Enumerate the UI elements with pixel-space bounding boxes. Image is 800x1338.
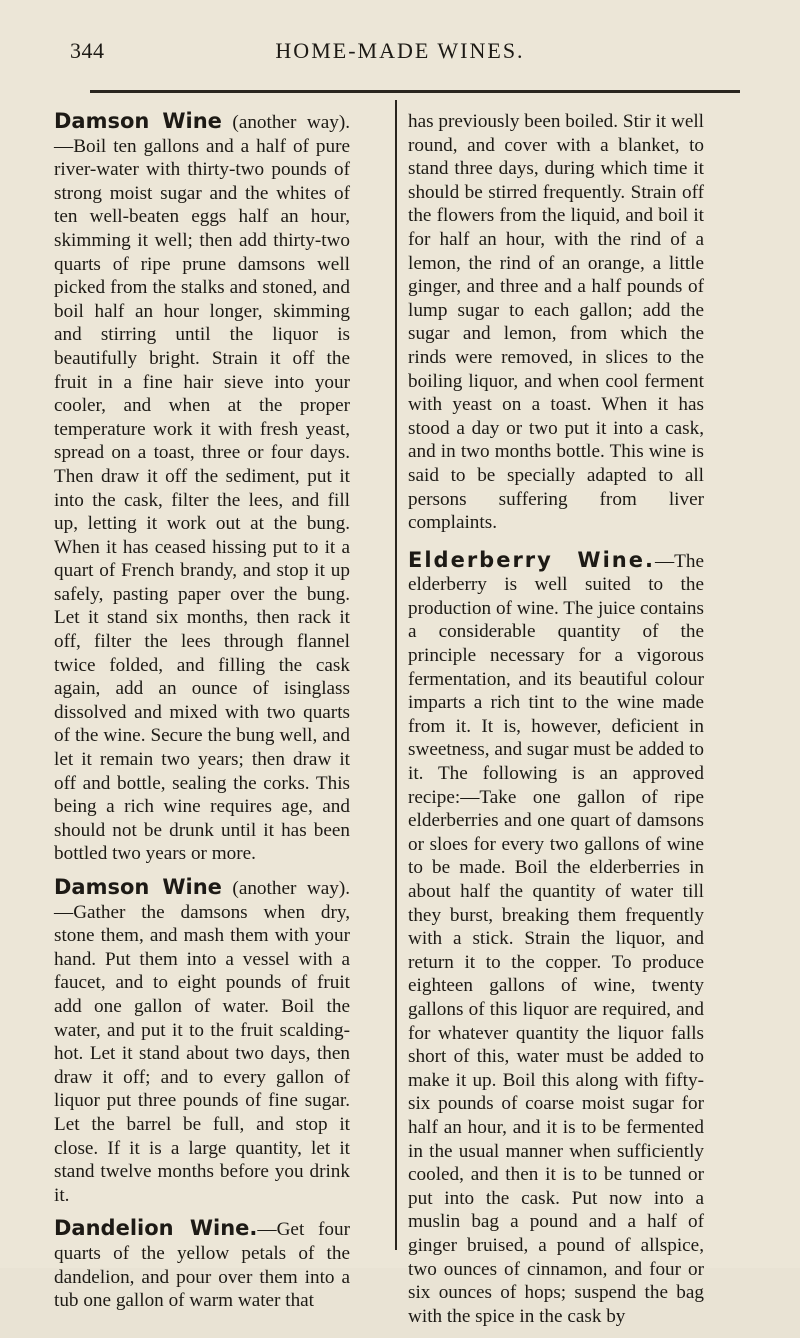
- entry-damson-wine-2: [54, 876, 350, 1207]
- entry-dandelion-wine: [54, 1217, 350, 1312]
- entry-title: Damson Wine: [54, 109, 222, 133]
- entry-body: —The elderberry is well suited to the production of wine. The juice contains a considerable quantity of the principle necessary for a vigorous fermentation, and its beautiful colour imparts a rich tint to the wine made from it. It is, however, deficient in sweetness, and sugar must be added to it. The following is an approved recipe:—Take one gallon of ripe elderberries and one quart of damsons or sloes for every two gallons of wine to be made. Boil the elderberries in about half the quantity of water till they burst, breaking them frequently with a stick. Strain the liquor, and return it to the copper. To produce eighteen gallons of wine, twenty gallons of this liquor are required, and for whatever quantity the liquor falls short of this, water must be added to make it up. Boil this along with fifty-six pounds of coarse moist sugar for half an hour, and it is to be fermented in the usual manner when sufficiently cooled, and then it is to be tunned or put into the cask. Put now into a muslin bag a pound and a half of ginger bruised, a pound of allspice, two ounces of cinnamon, and four or six ounces of hops; suspend the bag with the spice in the cask by: [408, 550, 704, 1327]
- entry-damson-wine-1: [54, 110, 350, 866]
- entry-body: —Gather the damsons when dry, stone them, and mash them with your hand. Put them into a vessel with a faucet, and to eight pounds of fruit add one gallon of water. Boil the water, and put it to the fruit scalding-hot. Let it stand about two days, then draw it off; and to every gallon of liquor put three pounds of fine sugar. Let the barrel be full, and stop it close. If it is a large quantity, let it stand twelve months before you drink it.: [54, 901, 350, 1206]
- entry-elderberry-wine: [408, 549, 704, 1329]
- entry-note: (another way).: [221, 112, 351, 133]
- running-title: HOME-MADE WINES.: [275, 38, 525, 63]
- column-divider: [395, 100, 397, 1250]
- right-column: [408, 110, 704, 1338]
- page-header: [70, 38, 730, 78]
- entry-title: Damson Wine: [54, 875, 222, 899]
- entry-title: Dandelion Wine.: [54, 1216, 258, 1241]
- left-column: [54, 110, 350, 1323]
- continued-paragraph: has previously been boiled. Stir it well round, and cover with a blanket, to stand three days, during which time it should be stirred frequently. Strain off the flowers from the liquid, and boil it for half an hour, with the rind of a lemon, the rind of an orange, a little ginger, and three and a half pounds of lump sugar to each gallon; add the sugar and lemon, from which the rinds were removed, in slices to the boiling liquor, and when cool ferment with yeast on a toast. When it has stood a day or two put it into a cask, and in two months bottle. This wine is said to be specially adapted to all persons suffering from liver complaints.: [408, 111, 704, 534]
- entry-body: —Get four quarts of the yellow petals of the dandelion, and pour over them into a tub one gallon of warm water that: [54, 1219, 350, 1312]
- entry-note: (another way).: [221, 878, 351, 899]
- entry-body: —Boil ten gallons and a half of pure river-water with thirty-two pounds of strong moist sugar and the whites of ten well-beaten eggs half an hour, skimming it well; then add thirty-two quarts of ripe prune damsons well picked from the stalks and stoned, and boil half an hour longer, skimming and stirring until the liquor is beautifully bright. Strain it off the fruit in a fine hair sieve into your cooler, and when at the proper temperature work it with fresh yeast, spread on a toast, three or four days. Then draw it off the sediment, put it into the cask, filter the lees, and fill up, letting it work out at the bung. When it has ceased hissing put to it a quart of French brandy, and stop it up safely, pasting paper over the bung. Let it stand six months, then rack it off, filter the lees through flannel twice folded, and filling the cask again, add an ounce of isinglass dissolved and mixed with two quarts of the wine. Secure the bung well, and let it remain two years; then draw it off and bottle, sealing the corks. This being a rich wine requires age, and should not be drunk until it has been bottled two years or more.: [54, 135, 350, 865]
- page-number: 344: [70, 38, 105, 63]
- header-rule: [90, 90, 740, 93]
- entry-title: Elderberry Wine.: [408, 547, 655, 572]
